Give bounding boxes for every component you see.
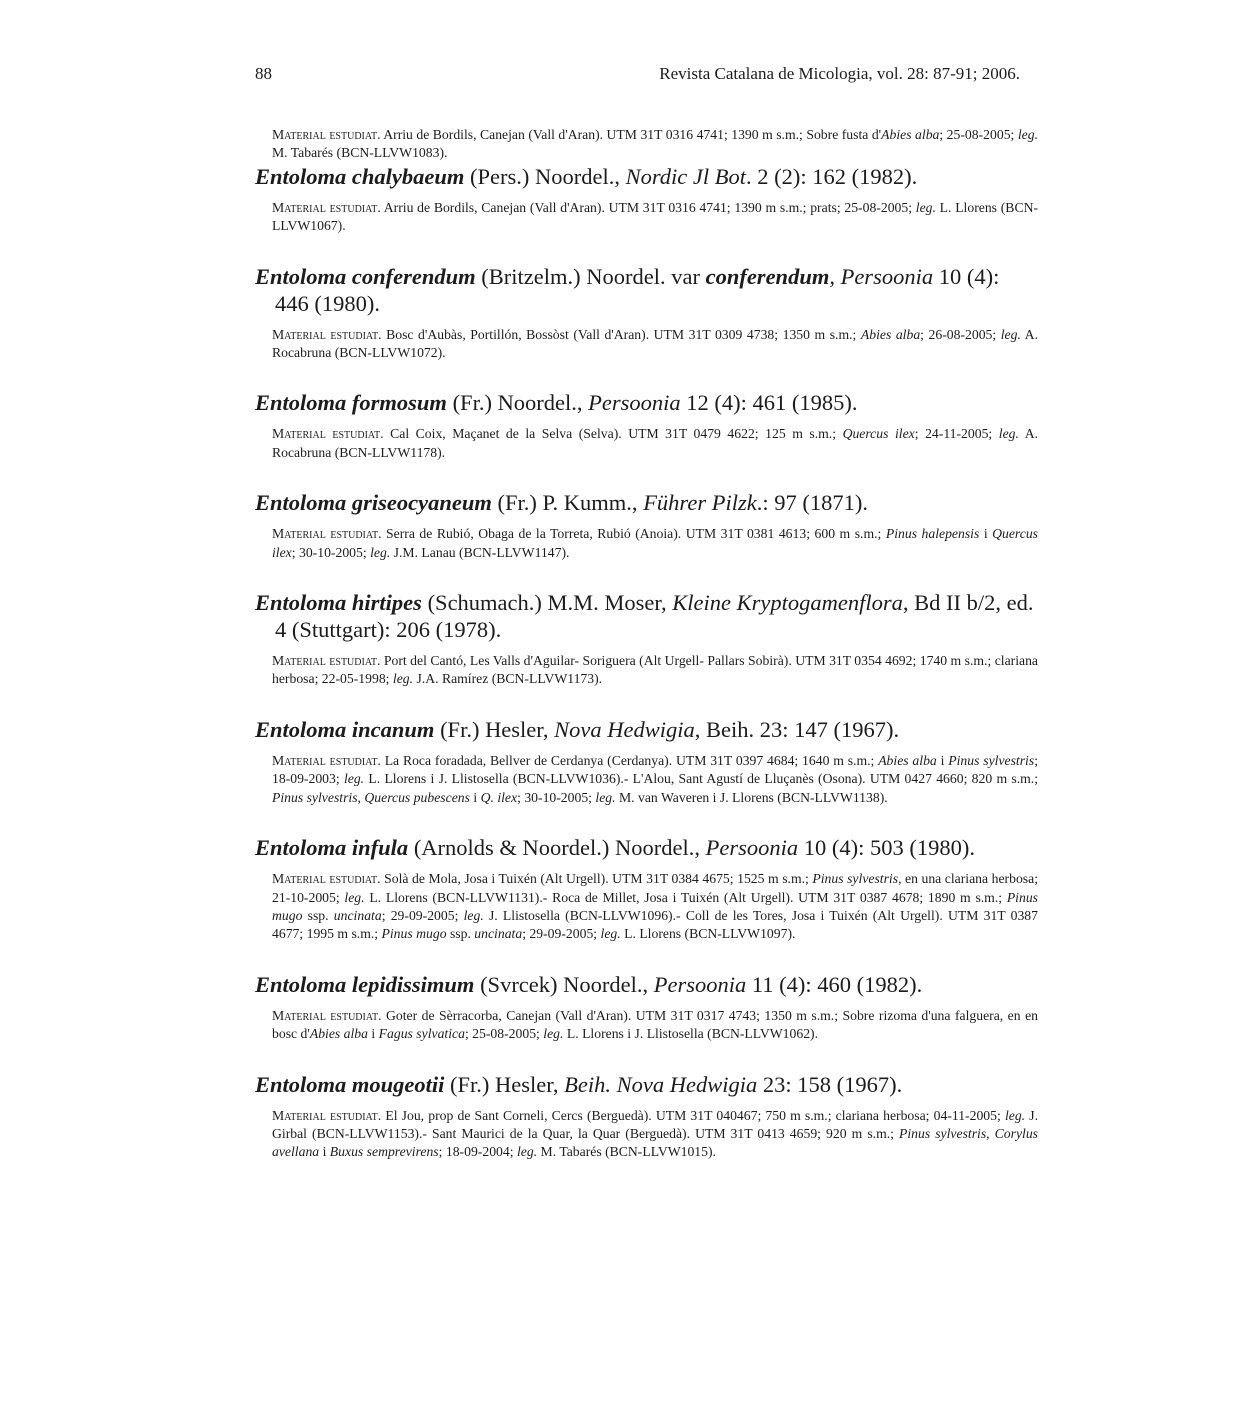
italic-text: leg.: [463, 907, 484, 923]
text-run: ; 24-11-2005;: [914, 426, 999, 442]
genus-name: Entoloma: [255, 163, 347, 189]
species-entry: [255, 489, 1038, 562]
text-run: Solà de Mola, Josa i Tuixén (Alt Urgell). UTM 31T 0384 4675; 1525 m s.m.;: [384, 871, 813, 887]
italic-text: Quercus ilex: [842, 426, 915, 442]
material-studied: [272, 525, 1038, 562]
text-run: 23: 158 (1967).: [757, 1071, 903, 1097]
species-entry: [255, 589, 1038, 689]
italic-text: conferendum: [705, 263, 830, 289]
material-label: Material estudiat.: [272, 326, 382, 342]
text-run: La Roca foradada, Bellver de Cerdanya (Cerdanya). UTM 31T 0397 4684; 1640 m s.m.;: [384, 752, 879, 768]
genus-name: Entoloma: [255, 263, 347, 289]
text-run: J.M. Lanau (BCN-LLVW1147).: [390, 544, 570, 560]
material-label: Material estudiat.: [272, 426, 384, 442]
page-number: 88: [255, 64, 272, 83]
species-epithet: griseocyaneum: [351, 490, 492, 516]
journal-citation: Revista Catalana de Micologia, vol. 28: 87-91; 2006.: [659, 64, 1020, 83]
text-run: 11 (4): 460 (1982).: [746, 971, 923, 997]
text-run: ,: [986, 1125, 995, 1141]
species-heading: [255, 263, 1038, 317]
species-epithet: infula: [351, 835, 409, 861]
material-studied: [272, 1007, 1038, 1044]
italic-text: leg.: [915, 199, 936, 215]
text-run: Arriu de Bordils, Canejan (Vall d'Aran). UTM 31T 0316 4741; 1390 m s.m.; prats; 25-08-2005;: [383, 199, 916, 215]
species-epithet: conferendum: [351, 263, 476, 289]
text-run: , Bd II b/2, ed. 4 (Stuttgart): 206 (1978).: [275, 590, 1034, 643]
species-heading: [255, 1071, 1038, 1098]
genus-name: Entoloma: [255, 590, 347, 616]
text-run: (Arnolds & Noordel.) Noordel.,: [408, 835, 706, 861]
italic-text: leg.: [392, 671, 414, 687]
italic-text: Fagus sylvatica: [378, 1026, 465, 1042]
italic-text: uncinata: [474, 926, 523, 942]
text-run: 12 (4): 461 (1985).: [680, 390, 858, 416]
italic-text: leg.: [595, 789, 616, 805]
text-run: L. Llorens i J. Llistosella (BCN-LLVW1036).- L'Alou, Sant Agustí de Lluçanès (Osona). UTM 0427 4660; 820 m s.m.;: [364, 771, 1038, 787]
text-run: ssp.: [446, 926, 475, 942]
text-run: (Britzelm.) Noordel. var: [475, 263, 706, 289]
text-run: M. Tabarés (BCN-LLVW1015).: [537, 1144, 716, 1160]
material-studied: [272, 1107, 1038, 1162]
italic-text: Abies alba: [860, 326, 921, 342]
text-run: ; 18-09-2004;: [438, 1144, 517, 1160]
italic-text: leg.: [543, 1026, 564, 1042]
text-run: J. Girbal (BCN-LLVW1153).- Sant Maurici de la Quar, la Quar (Berguedà). UTM 31T 0413 4659; 920 m s.m.;: [272, 1107, 1039, 1141]
text-run: ssp.: [302, 907, 334, 923]
species-entry: [255, 834, 1038, 944]
text-run: A. Rocabruna (BCN-LLVW1072).: [272, 326, 1038, 361]
text-run: (Fr.) Hesler,: [444, 1071, 565, 1097]
text-run: Cal Coix, Maçanet de la Selva (Selva). UTM 31T 0479 4622; 125 m s.m.;: [390, 426, 843, 442]
text-run: M. van Waveren i J. Llorens (BCN-LLVW1138).: [615, 789, 888, 805]
italic-text: Abies alba: [878, 752, 937, 768]
text-run: ; 25-08-2005;: [464, 1026, 544, 1042]
text-run: L. Llorens (BCN-LLVW1067).: [272, 199, 1039, 234]
italic-text: leg.: [1004, 1107, 1026, 1123]
material-label: Material estudiat.: [272, 526, 382, 542]
text-run: 10 (4): 503 (1980).: [798, 835, 975, 861]
text-run: L. Llorens i J. Llistosella (BCN-LLVW1062).: [563, 1026, 819, 1042]
italic-text: leg.: [1017, 127, 1038, 142]
text-run: (Fr.) Hesler,: [434, 716, 555, 742]
italic-text: Pinus sylvestris: [948, 752, 1035, 768]
italic-text: leg.: [344, 889, 365, 905]
text-run: 10 (4): 446 (1980).: [275, 263, 1000, 316]
italic-text: Pinus mugo: [381, 926, 447, 942]
italic-text: Q. ilex: [480, 789, 518, 805]
italic-text: leg.: [600, 926, 621, 942]
text-run: (Fr.) P. Kumm.,: [491, 490, 644, 516]
text-run: ,: [357, 789, 365, 805]
material-label: Material estudiat.: [272, 1107, 382, 1123]
genus-name: Entoloma: [255, 490, 347, 516]
italic-text: Quercus pubescens: [364, 789, 470, 805]
text-run: ; 30-10-2005;: [517, 789, 596, 805]
text-run: ; 29-09-2005;: [522, 926, 601, 942]
species-list: [255, 163, 1038, 1162]
material-studied: [272, 326, 1038, 363]
text-run: Goter de Sèrracorba, Canejan (Vall d'Aran). UTM 31T 0317 4743; 1350 m s.m.; Sobre rizoma d'una falguera, en en bosc d': [272, 1007, 1038, 1042]
italic-text: Pinus sylvestris: [899, 1125, 987, 1141]
italic-text: Abies alba: [881, 127, 940, 142]
genus-name: Entoloma: [255, 835, 347, 861]
species-entry: [255, 163, 1038, 236]
text-run: i: [469, 789, 481, 805]
italic-text: Führer Pilzk: [643, 490, 757, 516]
italic-text: Nova Hedwigia: [554, 716, 695, 742]
material-studied: [272, 199, 1038, 236]
italic-text: leg.: [370, 544, 391, 560]
material-label: Material estudiat.: [272, 752, 381, 768]
text-run: Serra de Rubió, Obaga de la Torreta, Rubió (Anoia). UTM 31T 0381 4613; 600 m s.m.;: [386, 526, 886, 542]
species-entry: [255, 263, 1038, 363]
text-run: L. Llorens (BCN-LLVW1131).- Roca de Millet, Josa i Tuixén (Alt Urgell). UTM 31T 0387 4678; 1890 m s.m.;: [364, 889, 1007, 905]
italic-text: Buxus semprevirens: [329, 1144, 439, 1160]
text-run: i: [368, 1026, 379, 1042]
species-entry: [255, 389, 1038, 462]
text-run: ,: [829, 263, 841, 289]
text-run: A. Rocabruna (BCN-LLVW1178).: [272, 426, 1039, 460]
text-run: ; 26-08-2005;: [920, 326, 1001, 342]
genus-name: Entoloma: [255, 716, 347, 742]
text-run: i: [319, 1144, 330, 1160]
italic-text: Persoonia: [588, 390, 681, 416]
genus-name: Entoloma: [255, 1071, 347, 1097]
italic-text: Persoonia: [653, 971, 747, 997]
material-studied: [272, 126, 1038, 163]
genus-name: Entoloma: [255, 971, 347, 997]
italic-text: Kleine Kryptogamenflora: [672, 590, 903, 616]
species-heading: [255, 589, 1038, 643]
article-body: [255, 126, 1038, 1189]
text-run: i: [979, 526, 993, 542]
text-run: , en una clariana herbosa; 21-10-2005;: [272, 871, 1039, 905]
species-epithet: formosum: [351, 390, 447, 416]
species-heading: [255, 389, 1038, 416]
text-run: (Fr.) Noordel.,: [446, 390, 589, 416]
text-run: ; 30-10-2005;: [291, 544, 371, 560]
italic-text: Corylus avellana: [272, 1125, 1039, 1160]
italic-text: Persoonia: [705, 835, 799, 861]
material-label: Material estudiat.: [272, 871, 381, 887]
text-run: Port del Cantó, Les Valls d'Aguilar- Soriguera (Alt Urgell- Pallars Sobirà). UTM 31T 0354 4692; 1740 m s.m.; clariana herbosa; 22-05-1998;: [272, 653, 1039, 687]
species-epithet: chalybaeum: [351, 163, 465, 189]
text-run: ; 25-08-2005;: [939, 127, 1018, 142]
species-heading: [255, 489, 1038, 516]
species-heading: [255, 834, 1038, 861]
species-epithet: mougeotii: [351, 1071, 445, 1097]
italic-text: Pinus sylvestris: [812, 871, 899, 887]
text-run: .: 97 (1871).: [756, 490, 868, 516]
text-run: Arriu de Bordils, Canejan (Vall d'Aran). UTM 31T 0316 4741; 1390 m s.m.; Sobre fusta d': [383, 127, 882, 142]
running-header: [255, 64, 1020, 88]
italic-text: Quercus ilex: [272, 526, 1038, 560]
species-epithet: lepidissimum: [351, 971, 475, 997]
material-studied: [272, 652, 1038, 689]
italic-text: leg.: [343, 771, 365, 787]
material-label: Material estudiat.: [272, 199, 381, 215]
text-run: ; 29-09-2005;: [381, 907, 464, 923]
material-studied: [272, 425, 1038, 462]
italic-text: leg.: [516, 1144, 538, 1160]
species-entry: [255, 716, 1038, 807]
text-run: (Svrcek) Noordel.,: [474, 971, 654, 997]
genus-name: Entoloma: [255, 390, 347, 416]
material-label: Material estudiat.: [272, 653, 381, 669]
species-heading: [255, 971, 1038, 998]
text-run: . 2 (2): 162 (1982).: [746, 163, 918, 189]
material-studied: [272, 870, 1038, 944]
text-run: Bosc d'Aubàs, Portillón, Bossòst (Vall d'Aran). UTM 31T 0309 4738; 1350 m s.m.;: [386, 326, 861, 342]
material-studied: [272, 752, 1038, 807]
italic-text: Nordic Jl Bot: [625, 163, 747, 189]
material-label: Material estudiat.: [272, 1007, 382, 1023]
material-text: [272, 127, 1038, 160]
text-run: i: [936, 752, 949, 768]
italic-text: Persoonia: [840, 263, 934, 289]
italic-text: leg.: [998, 426, 1019, 442]
italic-text: Pinus mugo: [272, 889, 1038, 923]
italic-text: leg.: [1000, 326, 1021, 342]
text-run: , Beih. 23: 147 (1967).: [694, 716, 900, 742]
text-run: (Pers.) Noordel.,: [464, 163, 626, 189]
species-heading: [255, 716, 1038, 743]
text-run: J.A. Ramírez (BCN-LLVW1173).: [413, 671, 603, 687]
text-run: El Jou, prop de Sant Corneli, Cercs (Berguedà). UTM 31T 040467; 750 m s.m.; clariana herbosa; 04-11-2005;: [385, 1107, 1005, 1123]
italic-text: Abies alba: [309, 1026, 368, 1042]
species-entry: [255, 971, 1038, 1044]
italic-text: Pinus sylvestris: [272, 789, 358, 805]
text-run: L. Llorens (BCN-LLVW1097).: [620, 926, 796, 942]
species-heading: [255, 163, 1038, 190]
species-epithet: hirtipes: [351, 590, 422, 616]
text-run: J. Llistosella (BCN-LLVW1096).- Coll de les Tores, Josa i Tuixén (Alt Urgell). UTM 31T 0387 4677; 1995 m s.m.;: [272, 907, 1038, 942]
material-label: Material estudiat.: [272, 127, 381, 142]
species-epithet: incanum: [351, 716, 435, 742]
italic-text: Pinus halepensis: [885, 526, 980, 542]
italic-text: Beih. Nova Hedwigia: [564, 1071, 758, 1097]
text-run: ; 18-09-2003;: [272, 752, 1038, 787]
text-run: (Schumach.) M.M. Moser,: [421, 590, 673, 616]
species-entry: [255, 1071, 1038, 1162]
italic-text: uncinata: [333, 907, 382, 923]
text-run: M. Tabarés (BCN-LLVW1083).: [272, 145, 448, 161]
